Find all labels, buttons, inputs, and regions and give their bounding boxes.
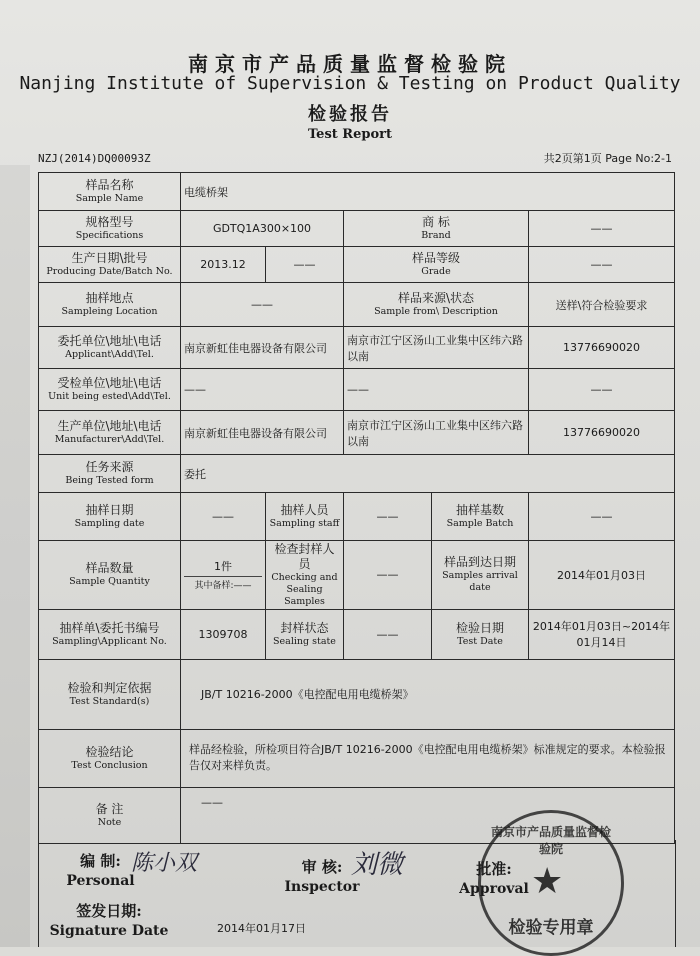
seal-label: 检验专用章 xyxy=(508,918,594,938)
label-arrival-date: 样品到达日期 Samples arrival date xyxy=(432,541,529,610)
label-sample-batch: 抽样基数 Sample Batch xyxy=(432,493,529,541)
value-arrival-date: 2014年01月03日 xyxy=(529,541,675,610)
label-test-date: 检验日期 Test Date xyxy=(432,609,529,659)
label-brand: 商 标 Brand xyxy=(344,211,529,247)
label-grade: 样品等级 Grade xyxy=(344,247,529,283)
value-grade: —— xyxy=(529,247,675,283)
inspector-signature: 刘微 xyxy=(351,850,404,880)
label-inspector: 审 核: Inspector xyxy=(284,858,360,895)
label-sample-from: 样品来源\状态 Sample from\ Description xyxy=(344,283,529,327)
org-name-en: Nanjing Institute of Supervision & Testing on Product Quality xyxy=(19,73,681,94)
value-task-source: 委托 xyxy=(181,455,675,493)
value-sample-name: 电缆桥架 xyxy=(181,173,675,211)
value-specifications: GDTQ1A300×100 xyxy=(181,211,344,247)
label-test-conclusion: 检验结论 Test Conclusion xyxy=(39,729,181,787)
label-sample-quantity: 样品数量 Sample Quantity xyxy=(39,541,181,610)
report-title-en: Test Report xyxy=(308,127,392,142)
signature-date-value: 2014年01月17日 xyxy=(217,922,306,935)
label-test-standard: 检验和判定依据 Test Standard(s) xyxy=(39,659,181,729)
value-note: —— xyxy=(181,787,675,843)
value-sealing-state: —— xyxy=(344,609,432,659)
label-manufacturer: 生产单位\地址\电话 Manufacturer\Add\Tel. xyxy=(39,411,181,455)
personal-signature: 陈小双 xyxy=(131,851,198,876)
row-sampling-date xyxy=(39,493,675,541)
value-checking-sealing: —— xyxy=(344,541,432,610)
label-task-source: 任务来源 Being Tested form xyxy=(39,455,181,493)
value-manufacturer-tel: 13776690020 xyxy=(529,411,675,455)
value-sampling-date: —— xyxy=(181,493,266,541)
value-applicant-name: 南京新虹佳电器设备有限公司 xyxy=(181,327,344,369)
label-signature-date: 签发日期: Signature Date xyxy=(49,902,169,939)
spare-sample-count: 其中备样:—— xyxy=(184,576,262,591)
label-sampling-location: 抽样地点 Sampleing Location xyxy=(39,283,181,327)
row-manufacturer xyxy=(39,411,675,455)
value-brand: —— xyxy=(529,211,675,247)
report-form-table xyxy=(38,172,675,844)
row-test-standard xyxy=(39,659,675,729)
label-sampling-applicant-no: 抽样单\委托书编号 Sampling\Applicant No. xyxy=(39,609,181,659)
row-unit-tested xyxy=(39,369,675,411)
value-test-date: 2014年01月03日~2014年01月14日 xyxy=(529,609,675,659)
label-specifications: 规格型号 Specifications xyxy=(39,211,181,247)
org-name-cn: 南京市产品质量监督检验院 xyxy=(188,52,512,76)
value-applicant-tel: 13776690020 xyxy=(529,327,675,369)
label-producing-date: 生产日期\批号 Producing Date/Batch No. xyxy=(39,247,181,283)
value-sampling-staff: —— xyxy=(344,493,432,541)
value-manufacturer-address: 南京市江宁区汤山工业集中区纬六路以南 xyxy=(344,411,529,455)
row-producing-date xyxy=(39,247,675,283)
report-title-cn: 检验报告 xyxy=(308,104,392,125)
report-code: NZJ(2014)DQ00093Z xyxy=(38,152,151,165)
value-unit-tested-tel: —— xyxy=(529,369,675,411)
row-sample-name xyxy=(39,173,675,211)
value-sampling-applicant-no: 1309708 xyxy=(181,609,266,659)
label-approval: 批准: Approval xyxy=(459,860,529,897)
value-batch-no: —— xyxy=(266,247,344,283)
page-number: 共2页第1页 Page No:2-1 xyxy=(543,152,672,165)
value-applicant-address: 南京市江宁区汤山工业集中区纬六路以南 xyxy=(344,327,529,369)
label-personal: 编 制: Personal xyxy=(66,852,135,889)
row-specifications xyxy=(39,211,675,247)
value-unit-tested-name: —— xyxy=(181,369,344,411)
value-manufacturer-name: 南京新虹佳电器设备有限公司 xyxy=(181,411,344,455)
star-icon: ★ xyxy=(531,861,564,902)
label-unit-tested: 受检单位\地址\电话 Unit being ested\Add\Tel. xyxy=(39,369,181,411)
value-producing-date: 2013.12 xyxy=(181,247,266,283)
official-seal xyxy=(478,810,624,956)
sample-quantity-count: 1件 xyxy=(214,560,232,574)
row-sampling-location xyxy=(39,283,675,327)
label-checking-sealing: 检查封样人员 Checking and Sealing Samples xyxy=(266,541,344,610)
seal-org-text: 南京市产品质量监督检验院 xyxy=(491,825,612,856)
value-sample-from: 送样\符合检验要求 xyxy=(529,283,675,327)
value-test-conclusion: 样品经检验，所检项目符合JB/T 10216-2000《电控配电用电缆桥架》标准规定的要求。本检验报告仅对来样负责。 xyxy=(181,729,675,787)
label-note: 备 注 Note xyxy=(39,787,181,843)
value-test-standard: JB/T 10216-2000《电控配电用电缆桥架》 xyxy=(181,659,675,729)
value-sampling-location: —— xyxy=(181,283,344,327)
row-sampling-applicant-no xyxy=(39,609,675,659)
value-sample-batch: —— xyxy=(529,493,675,541)
page-shadow xyxy=(0,165,30,947)
row-test-conclusion xyxy=(39,729,675,787)
row-applicant xyxy=(39,327,675,369)
label-sampling-staff: 抽样人员 Sampling staff xyxy=(266,493,344,541)
label-sampling-date: 抽样日期 Sampling date xyxy=(39,493,181,541)
row-task-source xyxy=(39,455,675,493)
value-unit-tested-address: —— xyxy=(344,369,529,411)
row-sample-quantity xyxy=(39,541,675,610)
label-sample-name: 样品名称 Sample Name xyxy=(39,173,181,211)
value-sample-quantity xyxy=(181,541,266,610)
label-sealing-state: 封样状态 Sealing state xyxy=(266,609,344,659)
label-applicant: 委托单位\地址\电话 Applicant\Add\Tel. xyxy=(39,327,181,369)
